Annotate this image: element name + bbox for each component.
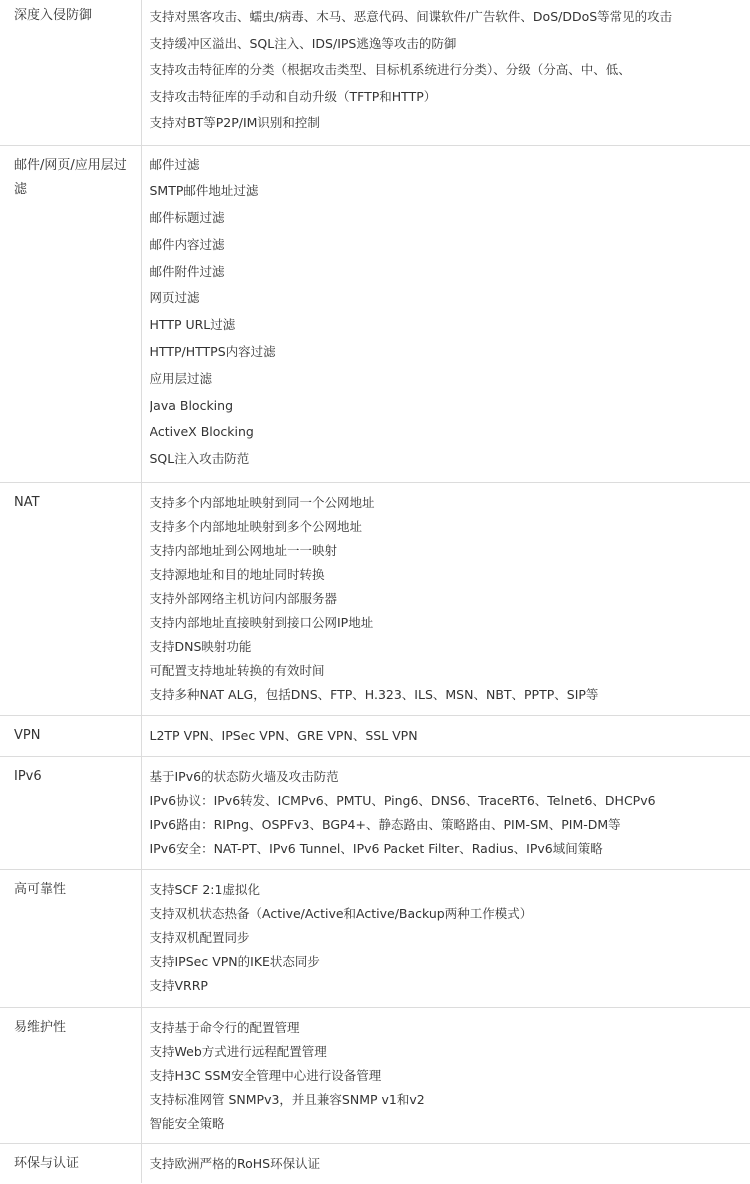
list-item: 支持H3C SSM安全管理中心进行设备管理: [149, 1067, 382, 1083]
row-label: 环保与认证: [14, 1155, 80, 1171]
list-item: HTTP/HTTPS内容过滤: [149, 344, 276, 360]
list-item: SMTP邮件地址过滤: [149, 183, 259, 199]
list-item: 支持多个内部地址映射到同一个公网地址: [149, 494, 375, 510]
list-item: 支持双机状态热备（Active/Active和Active/Backup两种工作模式）: [149, 905, 533, 921]
list-item: SQL注入攻击防范: [149, 451, 250, 467]
list-item: 支持攻击特征库的分类（根据攻击类型、目标机系统进行分类）、分级（分高、中、低、: [149, 62, 631, 77]
row-label-cell: [0, 1007, 141, 1143]
row-label-cell: [0, 482, 141, 715]
list-item: 支持DNS映射功能: [149, 638, 252, 654]
row-label-cell: [0, 1143, 141, 1183]
row-label-cell: [0, 715, 141, 756]
list-item: 智能安全策略: [149, 1115, 225, 1131]
list-item: 支持缓冲区溢出、SQL注入、IDS/IPS逃逸等攻击的防御: [149, 35, 457, 51]
table-row: [0, 145, 750, 482]
list-item: 支持SCF 2:1虚拟化: [149, 881, 260, 897]
list-item: 支持基于命令行的配置管理: [149, 1019, 300, 1035]
list-item: 邮件过滤: [149, 156, 200, 172]
row-label: VPN: [14, 727, 41, 743]
row-label: IPv6: [14, 768, 42, 784]
list-item: ActiveX Blocking: [149, 424, 254, 440]
list-item: IPv6协议：IPv6转发、ICMPv6、PMTU、Ping6、DNS6、TraceRT6、Telnet6、DHCPv6: [149, 792, 656, 808]
list-item: L2TP VPN、IPSec VPN、GRE VPN、SSL VPN: [149, 727, 418, 743]
list-item: HTTP URL过滤: [149, 317, 236, 333]
row-label: 高可靠性: [14, 881, 67, 897]
table-row: [0, 869, 750, 1007]
row-label-cell: [0, 0, 141, 145]
list-item: 支持VRRP: [149, 977, 208, 993]
row-label-cell: [0, 869, 141, 1007]
list-item: IPv6路由：RIPng、OSPFv3、BGP4+、静态路由、策略路由、PIM-SM、PIM-DM等: [149, 816, 621, 832]
list-item: 支持内部地址到公网地址一一映射: [149, 542, 338, 558]
table-row: [0, 0, 750, 145]
row-content-cell: [141, 145, 750, 482]
list-item: 应用层过滤: [149, 370, 213, 386]
list-item: IPv6安全：NAT-PT、IPv6 Tunnel、IPv6 Packet Filter、Radius、IPv6域间策略: [149, 840, 603, 856]
list-item: 支持源地址和目的地址同时转换: [149, 566, 325, 582]
row-label: 邮件/网页/应用层过滤: [14, 157, 127, 197]
row-content-cell: [141, 0, 750, 145]
table-row: [0, 1143, 750, 1183]
list-item: 网页过滤: [149, 290, 200, 306]
list-item: 支持内部地址直接映射到接口公网IP地址: [149, 614, 374, 630]
list-item: 基于IPv6的状态防火墙及攻击防范: [149, 768, 339, 784]
table-row: [0, 482, 750, 715]
list-item: 可配置支持地址转换的有效时间: [149, 662, 325, 678]
row-content-cell: [141, 715, 750, 756]
row-label: 深度入侵防御: [14, 8, 93, 23]
list-item: 支持欧洲严格的RoHS环保认证: [149, 1155, 321, 1171]
table-row: [0, 756, 750, 869]
row-label-cell: [0, 756, 141, 869]
table-row: [0, 1007, 750, 1143]
list-item: 支持标准网管 SNMPv3，并且兼容SNMP v1和v2: [149, 1091, 425, 1107]
row-label: 易维护性: [14, 1019, 67, 1035]
list-item: 支持对BT等P2P/IM识别和控制: [149, 115, 320, 130]
list-item: 支持对黑客攻击、蠕虫/病毒、木马、恶意代码、间谍软件/广告软件、DoS/DDoS等常见的攻击: [149, 9, 673, 24]
row-label-cell: [0, 145, 141, 482]
list-item: 支持双机配置同步: [149, 929, 250, 945]
list-item: 支持Web方式进行远程配置管理: [149, 1043, 327, 1059]
list-item: 邮件内容过滤: [149, 236, 225, 252]
list-item: 邮件附件过滤: [149, 263, 225, 279]
list-item: 支持多个内部地址映射到多个公网地址: [149, 518, 363, 534]
row-content-cell: [141, 1007, 750, 1143]
list-item: Java Blocking: [149, 397, 234, 413]
row-content-cell: [141, 1143, 750, 1183]
list-item: 支持攻击特征库的手动和自动升级（TFTP和HTTP）: [149, 88, 437, 104]
list-item: 支持多种NAT ALG，包括DNS、FTP、H.323、ILS、MSN、NBT、PPTP、SIP等: [149, 686, 599, 702]
row-content-cell: [141, 482, 750, 715]
list-item: 支持外部网络主机访问内部服务器: [149, 590, 338, 606]
row-content-cell: [141, 869, 750, 1007]
list-item: 邮件标题过滤: [149, 210, 225, 226]
table-row: [0, 715, 750, 756]
row-content-cell: [141, 756, 750, 869]
list-item: 支持IPSec VPN的IKE状态同步: [149, 953, 320, 969]
row-label: NAT: [14, 494, 40, 510]
